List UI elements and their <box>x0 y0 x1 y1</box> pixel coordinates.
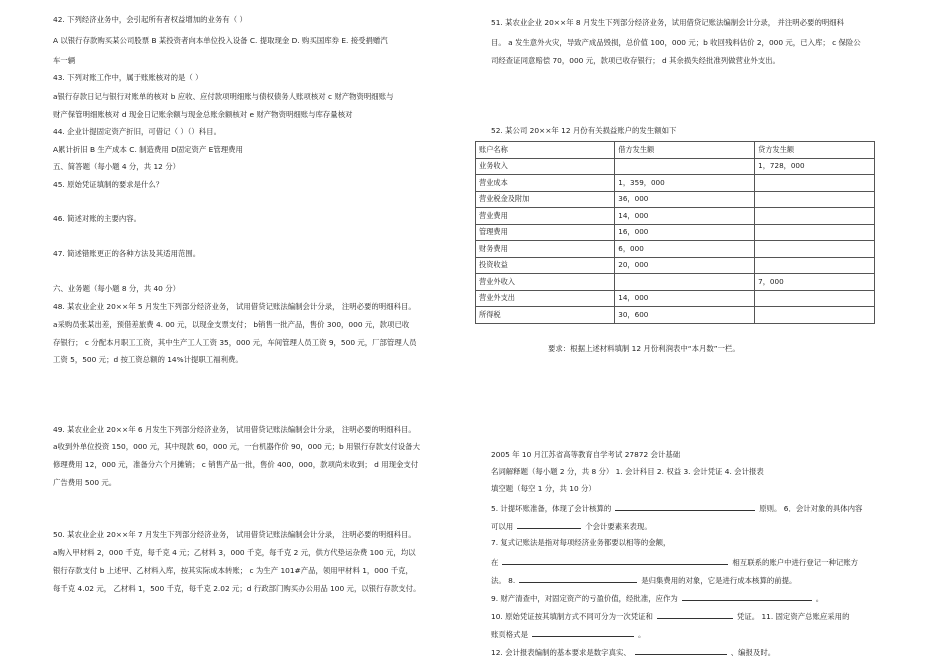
q42-options: A 以银行存款购买某公司股票 B 某投资者向本单位投入设备 C. 提取现金 D. 购买国库券 E. 接受捐赠汽 <box>53 36 388 45</box>
debit-cell: 1，359，000 <box>615 175 755 192</box>
credit-cell <box>755 208 875 225</box>
table-row <box>476 307 875 324</box>
fill-5: 5. 计提坏账准备，体现了会计核算的 原则。 6．会计对象的具体内容 <box>491 501 862 515</box>
account-name-cell: 营业外收入 <box>476 274 615 291</box>
debit-cell: 30，600 <box>615 307 755 324</box>
header-account-name: 账户名称 <box>476 142 615 159</box>
header-debit: 借方发生额 <box>615 142 755 159</box>
q44-stem: 44. 企业计提固定资产折旧，可借记（ ）（）科目。 <box>53 127 221 136</box>
fill-9: 9. 财产清查中，对固定资产的亏盈价值，经批准，应作为 。 <box>491 591 823 605</box>
blank-10[interactable] <box>657 609 733 619</box>
table-row <box>476 191 875 208</box>
debit-cell: 6，000 <box>615 241 755 258</box>
terms-question: 名词解释题（每小题 2 分，共 8 分） 1. 会计科目 2. 权益 3. 会计凭证 4. 会计报表 <box>491 467 764 476</box>
table-row <box>476 274 875 291</box>
debit-cell: 20，000 <box>615 257 755 274</box>
fill-7: 7. 复式记账法是指对每项经济业务都要以相等的金额， <box>491 538 671 547</box>
account-name-cell: 投资收益 <box>476 257 615 274</box>
q48-line2: a采购员张某出差，预借差旅费 4. 00 元，以现金支票支付； b销售一批产品，售价 300，000 元，款项已收 <box>53 320 410 329</box>
q49-line4: 广告费用 500 元。 <box>53 478 117 487</box>
blank-9[interactable] <box>682 591 812 601</box>
q50-line2: a购入甲材料 2，000 千克，每千克 4 元；乙材料 3，000 千克，每千克 2 元，供方代垫运杂费 100 元，均以 <box>53 548 416 557</box>
debit-cell: 16，000 <box>615 224 755 241</box>
blank-6[interactable] <box>517 519 581 529</box>
profit-loss-accounts-table <box>475 141 875 324</box>
q42-options-cont: 车一辆 <box>53 56 76 65</box>
q52-requirement: 要求：根据上述材料填制 12 月份利润表中“本月数”一栏。 <box>548 344 740 353</box>
credit-cell <box>755 241 875 258</box>
blank-5[interactable] <box>615 501 755 511</box>
table-row <box>476 224 875 241</box>
q49-line1: 49. 某农业企业 20××年 6 月发生下列部分经济业务， 试用借贷记账法编制会计分录， 注明必要的明细科目。 <box>53 425 416 434</box>
section-business-heading: 六、业务题（每小题 8 分，共 40 分） <box>53 284 180 293</box>
blank-12[interactable] <box>635 645 727 655</box>
table-row <box>476 158 875 175</box>
q43-options-cont: 财产保管明细账核对 d 现金日记账余额与现金总账余额核对 e 财产物资明细账与库存量核对 <box>53 110 353 119</box>
blank-8[interactable] <box>519 573 637 583</box>
table-row <box>476 241 875 258</box>
fill-12: 12. 会计报表编制的基本要求是数字真实、 、编报及时。 <box>491 645 775 659</box>
fill-8: 法。 8. 是归集费用的对象，它是进行成本核算的前提。 <box>491 573 796 587</box>
credit-cell <box>755 290 875 307</box>
credit-cell <box>755 191 875 208</box>
debit-cell: 14，000 <box>615 208 755 225</box>
question-47: 47. 简述错账更正的各种方法及其适用范围。 <box>53 249 201 258</box>
debit-cell <box>615 158 755 175</box>
q44-options: A累计折旧 B 生产成本 C. 制造费用 D固定资产 E管理费用 <box>53 145 243 154</box>
account-name-cell: 所得税 <box>476 307 615 324</box>
fill-7-cont: 在 相互联系的账户中进行登记一种记账方 <box>491 555 858 569</box>
q48-line3: 存银行； c 分配本月职工工资，其中生产工人工资 35，000 元，车间管理人员工资 9，500 元，厂部管理人员 <box>53 338 417 347</box>
q42-stem: 42. 下列经济业务中，会引起所有者权益增加的业务有（ ） <box>53 15 247 24</box>
q50-line4: 每千克 4.02 元， 乙材料 1，500 千克，每千克 2.02 元；d 行政部门购买办公用品 100 元，以银行存款支付。 <box>53 584 421 593</box>
question-45: 45. 原始凭证填制的要求是什么？ <box>53 180 164 189</box>
credit-cell: 1，728，000 <box>755 158 875 175</box>
account-name-cell: 营业税金及附加 <box>476 191 615 208</box>
debit-cell <box>615 274 755 291</box>
credit-cell: 7，000 <box>755 274 875 291</box>
credit-cell <box>755 307 875 324</box>
q52-title: 52. 某公司 20××年 12 月份有关损益账户的发生额如下 <box>491 126 677 135</box>
q51-line2: 目。 a 发生意外火灾，导致产成品毁损，总价值 100，000 元；b 收回残料估价 2，000 元，已入库； c 保险公 <box>491 38 861 47</box>
credit-cell <box>755 224 875 241</box>
q49-line3: 修理费用 12，000 元，准备分六个月摊销； c 销售产品一批，售价 400，000，款项尚未收到； d 用现金支付 <box>53 460 419 469</box>
exam-header: 2005 年 10 月江苏省高等教育自学考试 27872 会计基础 <box>491 450 681 459</box>
account-name-cell: 管理费用 <box>476 224 615 241</box>
blank-11[interactable] <box>532 627 634 637</box>
q51-line1: 51. 某农业企业 20××年 8 月发生下列部分经济业务，试用借贷记账法编制会计分录， 并注明必要的明细科 <box>491 18 845 27</box>
q51-line3: 司经查证同意赔偿 70，000 元，款项已收存银行； d 其余损失经批准列做营业外支出。 <box>491 56 780 65</box>
q43-stem: 43. 下列对账工作中，属于账账核对的是（ ） <box>53 73 203 82</box>
header-credit: 贷方发生额 <box>755 142 875 159</box>
credit-cell <box>755 175 875 192</box>
section-short-answer-heading: 五、简答题（每小题 4 分，共 12 分） <box>53 162 180 171</box>
q43-options: a银行存款日记与银行对账单的核对 b 应收、应付款项明细账与债权债务人账项核对 c 财产物资明细账与 <box>53 92 394 101</box>
debit-cell: 36，000 <box>615 191 755 208</box>
credit-cell <box>755 257 875 274</box>
table-header-row <box>476 142 875 159</box>
fill-11: 账页格式是 。 <box>491 627 645 641</box>
table-row <box>476 290 875 307</box>
account-name-cell: 营业费用 <box>476 208 615 225</box>
table-row <box>476 257 875 274</box>
account-name-cell: 营业成本 <box>476 175 615 192</box>
debit-cell: 14，000 <box>615 290 755 307</box>
q50-line3: 银行存款支付 b 上述甲、乙材料入库，按其实际成本转账； c 为生产 101#产品，领用甲材料 1，000 千克， <box>53 566 413 575</box>
q48-line4: 工资 5，500 元；d 按工资总额的 14%计提职工福利费。 <box>53 355 243 364</box>
table-row <box>476 175 875 192</box>
account-name-cell: 业务收入 <box>476 158 615 175</box>
account-name-cell: 财务费用 <box>476 241 615 258</box>
table-row <box>476 208 875 225</box>
blank-7[interactable] <box>502 555 728 565</box>
q50-line1: 50. 某农业企业 20××年 7 月发生下列部分经济业务， 试用借贷记账法编制会计分录， 注明必要的明细科目。 <box>53 530 416 539</box>
account-name-cell: 营业外支出 <box>476 290 615 307</box>
q48-line1: 48. 某农业企业 20××年 5 月发生下列部分经济业务， 试用借贷记账法编制会计分录， 注明必要的明细科目。 <box>53 302 416 311</box>
q49-line2: a收到外单位投资 150，000 元，其中现款 60，000 元，一台机器作价 90，000 元；b 用银行存款支付设备大 <box>53 442 420 451</box>
fill-10: 10. 原始凭证按其填制方式不同可分为一次凭证和 凭证。 11. 固定资产总账应采用的 <box>491 609 849 623</box>
question-46: 46. 简述对账的主要内容。 <box>53 214 142 223</box>
fill-6: 可以用 个会计要素来表现。 <box>491 519 652 533</box>
fill-heading: 填空题（每空 1 分，共 10 分） <box>491 484 596 493</box>
